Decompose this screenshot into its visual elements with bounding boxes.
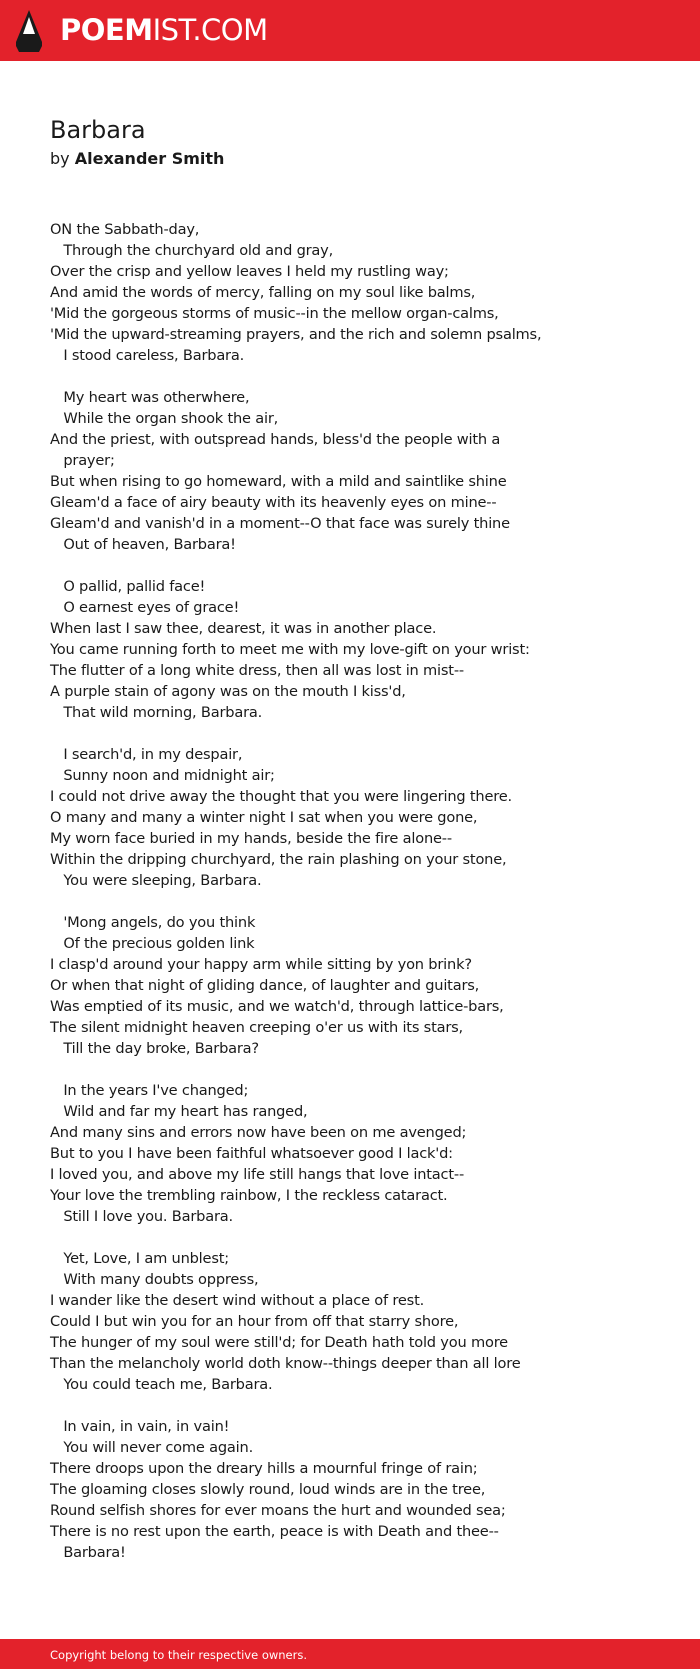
poem-stanza xyxy=(50,576,680,723)
poem-line: And amid the words of mercy, falling on my soul like balms, xyxy=(50,284,476,301)
poem-line: When last I saw thee, dearest, it was in another place. xyxy=(50,620,437,637)
byline xyxy=(50,148,224,170)
poem-stanza xyxy=(50,219,680,366)
site-footer xyxy=(0,1639,700,1669)
poem-line: You could teach me, Barbara. xyxy=(50,1376,273,1393)
poem-line: O earnest eyes of grace! xyxy=(50,599,240,616)
poem-line: I search'd, in my despair, xyxy=(50,746,243,763)
pencil-icon[interactable] xyxy=(16,10,42,52)
poem-line: Wild and far my heart has ranged, xyxy=(50,1103,308,1120)
poem-line: I loved you, and above my life still hangs that love intact-- xyxy=(50,1166,465,1183)
poem-body xyxy=(50,219,680,1584)
poem-line: I clasp'd around your happy arm while sitting by yon brink? xyxy=(50,956,472,973)
poem-stanza xyxy=(50,1248,680,1395)
poem-line: You will never come again. xyxy=(50,1439,254,1456)
poem-line: Gleam'd and vanish'd in a moment--O that face was surely thine xyxy=(50,515,510,532)
poem-stanza xyxy=(50,744,680,891)
brand-bold: POEM xyxy=(60,13,153,47)
poem-line: Out of heaven, Barbara! xyxy=(50,536,236,553)
author-name[interactable]: Alexander Smith xyxy=(74,149,225,168)
poem-line: 'Mong angels, do you think xyxy=(50,914,256,931)
poem-line: prayer; xyxy=(50,452,115,469)
copyright-text: Copyright belong to their respective owners. xyxy=(50,1648,308,1662)
poem-line: Gleam'd a face of airy beauty with its heavenly eyes on mine-- xyxy=(50,494,497,511)
poem-line: In vain, in vain, in vain! xyxy=(50,1418,230,1435)
poem-line: Over the crisp and yellow leaves I held my rustling way; xyxy=(50,263,449,280)
poem-line: Of the precious golden link xyxy=(50,935,255,952)
poem-line: Sunny noon and midnight air; xyxy=(50,767,275,784)
poem-title: Barbara xyxy=(50,116,146,144)
poem-line: ON the Sabbath-day, xyxy=(50,221,200,238)
brand-light: IST.COM xyxy=(152,13,268,47)
site-header xyxy=(0,0,700,61)
poem-line: Yet, Love, I am unblest; xyxy=(50,1250,229,1267)
poem-line: 'Mid the upward-streaming prayers, and the rich and solemn psalms, xyxy=(50,326,542,343)
poem-line: I could not drive away the thought that you were lingering there. xyxy=(50,788,512,805)
poem-line: O many and many a winter night I sat when you were gone, xyxy=(50,809,478,826)
poem-line: My heart was otherwhere, xyxy=(50,389,250,406)
poem-line: But to you I have been faithful whatsoever good I lack'd: xyxy=(50,1145,453,1162)
site-logo[interactable] xyxy=(60,11,268,49)
poem-line: I stood careless, Barbara. xyxy=(50,347,245,364)
poem-line: You were sleeping, Barbara. xyxy=(50,872,262,889)
poem-line: That wild morning, Barbara. xyxy=(50,704,263,721)
poem-stanza xyxy=(50,1080,680,1227)
byline-prefix: by xyxy=(50,149,70,168)
poem-stanza xyxy=(50,387,680,555)
poem-line: O pallid, pallid face! xyxy=(50,578,206,595)
poem-line: There is no rest upon the earth, peace is with Death and thee-- xyxy=(50,1523,499,1540)
poem-line: A purple stain of agony was on the mouth I kiss'd, xyxy=(50,683,406,700)
poem-line: I wander like the desert wind without a place of rest. xyxy=(50,1292,425,1309)
poem-line: The flutter of a long white dress, then all was lost in mist-- xyxy=(50,662,464,679)
poem-line: The hunger of my soul were still'd; for Death hath told you more xyxy=(50,1334,508,1351)
poem-line: Till the day broke, Barbara? xyxy=(50,1040,259,1057)
poem-line: There droops upon the dreary hills a mournful fringe of rain; xyxy=(50,1460,478,1477)
poem-line: While the organ shook the air, xyxy=(50,410,279,427)
poem-stanza xyxy=(50,1416,680,1563)
poem-line: Your love the trembling rainbow, I the reckless cataract. xyxy=(50,1187,448,1204)
poem-line: The silent midnight heaven creeping o'er us with its stars, xyxy=(50,1019,463,1036)
poem-line: And many sins and errors now have been on me avenged; xyxy=(50,1124,467,1141)
poem-line: In the years I've changed; xyxy=(50,1082,249,1099)
poem-stanza xyxy=(50,912,680,1059)
poem-line: 'Mid the gorgeous storms of music--in the mellow organ-calms, xyxy=(50,305,499,322)
poem-line: Round selfish shores for ever moans the hurt and wounded sea; xyxy=(50,1502,506,1519)
poem-line: Could I but win you for an hour from off that starry shore, xyxy=(50,1313,459,1330)
poem-line: But when rising to go homeward, with a mild and saintlike shine xyxy=(50,473,507,490)
poem-line: Was emptied of its music, and we watch'd, through lattice-bars, xyxy=(50,998,504,1015)
poem-line: Or when that night of gliding dance, of laughter and guitars, xyxy=(50,977,480,994)
poem-line: You came running forth to meet me with my love-gift on your wrist: xyxy=(50,641,530,658)
poem-line: Barbara! xyxy=(50,1544,126,1561)
poem-line: With many doubts oppress, xyxy=(50,1271,259,1288)
poem-line: Through the churchyard old and gray, xyxy=(50,242,334,259)
poem-line: And the priest, with outspread hands, bless'd the people with a xyxy=(50,431,501,448)
poem-line: The gloaming closes slowly round, loud winds are in the tree, xyxy=(50,1481,486,1498)
poem-line: Still I love you. Barbara. xyxy=(50,1208,233,1225)
poem-line: Than the melancholy world doth know--things deeper than all lore xyxy=(50,1355,521,1372)
poem-line: My worn face buried in my hands, beside the fire alone-- xyxy=(50,830,452,847)
poem-line: Within the dripping churchyard, the rain plashing on your stone, xyxy=(50,851,507,868)
